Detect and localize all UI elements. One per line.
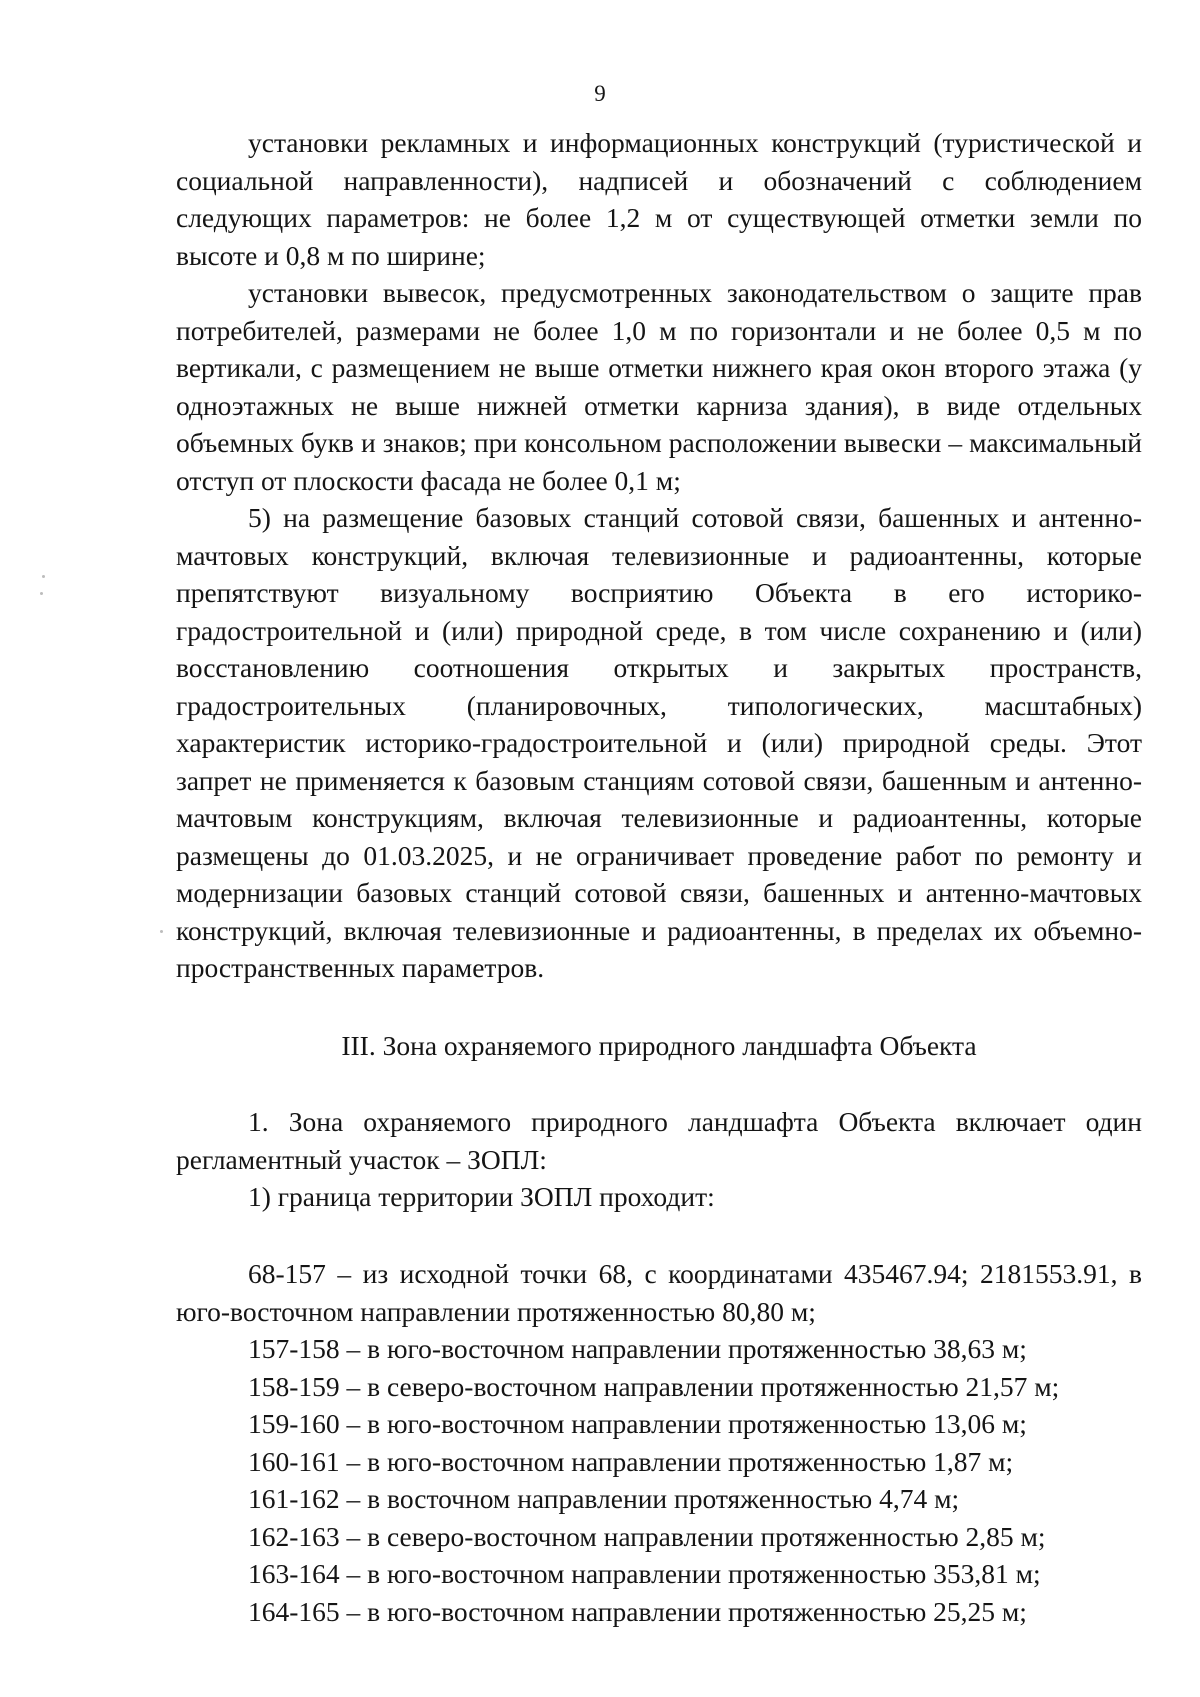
paragraph-advertising-structures: установки рекламных и информационных конструкций (туристической и социальной направленности), надписей и обозначений с соблюдением следующих параметров: не более 1,2 м от существующей отметки земли по высоте и 0,8 м по ширине; (176, 127, 1142, 271)
boundary-segment: 160-161 – в юго-восточном направлении протяженностью 1,87 м; (248, 1445, 1014, 1477)
scan-speck (40, 592, 43, 595)
page-number: 9 (594, 81, 606, 106)
zone-description (176, 1103, 1142, 1216)
scan-speck (42, 575, 45, 578)
boundary-segment: 157-158 – в юго-восточном направлении протяженностью 38,63 м; (248, 1333, 1027, 1364)
paragraph-zone-intro: 1. Зона охраняемого природного ландшафта Объекта включает один регламентный участок – ЗОПЛ: (176, 1106, 1142, 1175)
scan-speck (160, 930, 163, 933)
section-heading: III. Зона охраняемого природного ландшафта Объекта (341, 1030, 977, 1061)
regulation-text-continuation (176, 124, 1142, 987)
boundary-segment: 161-162 – в восточном направлении протяженностью 4,74 м; (248, 1483, 960, 1514)
boundary-segment: 163-164 – в юго-восточном направлении протяженностью 353,81 м; (248, 1558, 1041, 1589)
boundary-segment: 164-165 – в юго-восточном направлении протяженностью 25,25 м; (248, 1595, 1027, 1627)
paragraph-signboards: установки вывесок, предусмотренных законодательством о защите прав потребителей, размерами не более 1,0 м по горизонтали и не более 0,5 м по вертикали, с размещением не выше отметки нижнего края окон второго этажа (у одноэтажных не выше нижней отметки карниза здания), в виде отдельных объемных букв и знаков; при консольном расположении вывески – максимальный отступ от плоскости фасада не более 0,1 м; (176, 277, 1142, 496)
paragraph-cellular-stations: 5) на размещение базовых станций сотовой связи, башенных и антенно-мачтовых конструкций, включая телевизионные и радиоантенны, которые препятствуют визуальному восприятию Объекта в его историко-градостроительной и (или) природной среде, в том числе сохранению и (или) восстановлению соотношения открытых и закрытых пространств, градостроительных (планировочных, типологических, масштабных) характеристик историко-градостроительной и (или) природной среды. Этот запрет не применяется к базовым станциям сотовой связи, башенным и антенно-мачтовым конструкциям, включая телевизионные и радиоантенны, которые размещены до 01.03.2025, и не ограничивает проведение работ по ремонту и модернизации базовых станций сотовой связи, башенных и антенно-мачтовых конструкций, включая телевизионные и радиоантенны, в пределах их объемно-пространственных параметров. (176, 502, 1142, 983)
boundary-start-segment: 68-157 – из исходной точки 68, с координатами 435467.94; 2181553.91, в юго-восточном направлении протяженностью 80,80 м; (176, 1258, 1142, 1327)
paragraph-boundary-intro: 1) граница территории ЗОПЛ проходит: (248, 1181, 715, 1212)
boundary-segment: 162-163 – в северо-восточном направлении протяженностью 2,85 м; (248, 1520, 1046, 1552)
boundary-segment: 159-160 – в юго-восточном направлении протяженностью 13,06 м; (248, 1408, 1027, 1439)
boundary-segment: 158-159 – в северо-восточном направлении протяженностью 21,57 м; (248, 1370, 1060, 1402)
boundary-segment-list (176, 1255, 1142, 1630)
